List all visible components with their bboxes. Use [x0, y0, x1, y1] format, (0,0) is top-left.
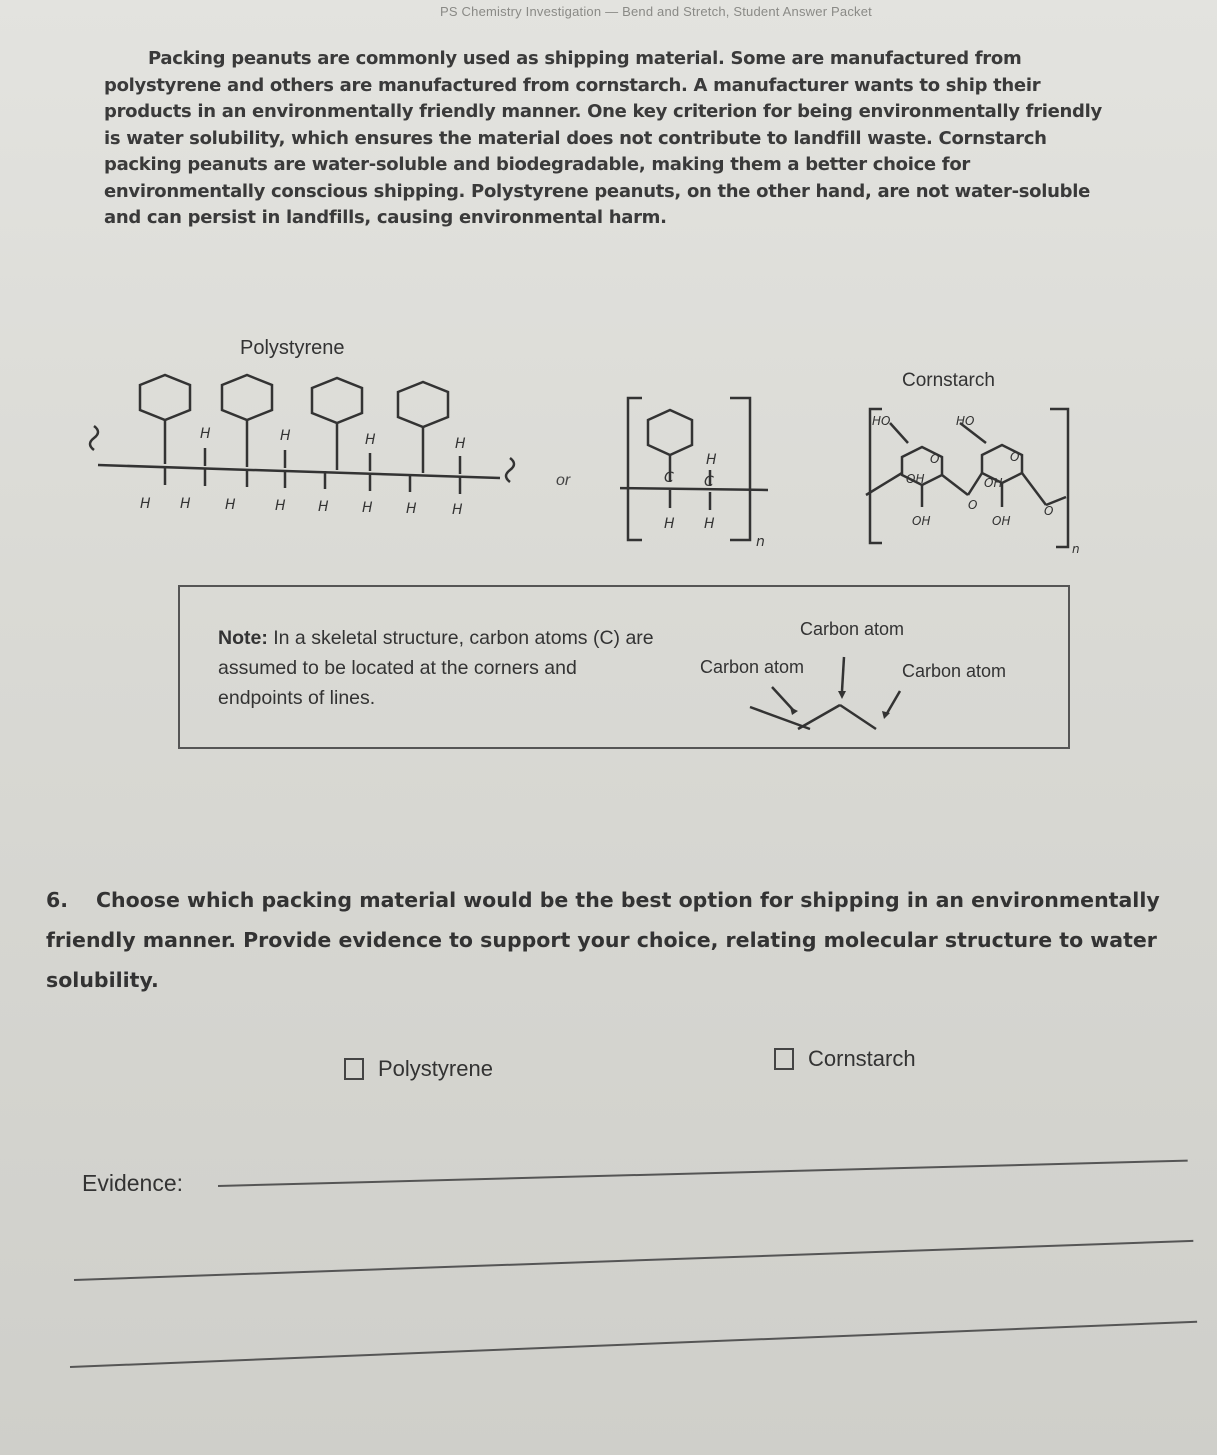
ho-group: HO: [956, 414, 975, 428]
o-atom: O: [1010, 450, 1020, 464]
h-atom: H: [200, 426, 211, 442]
subscript-n: n: [756, 534, 765, 550]
polystyrene-choice-label: Polystyrene: [378, 1056, 493, 1081]
h-atom: H: [225, 497, 236, 513]
answer-line-2[interactable]: [74, 1240, 1193, 1281]
answer-line-1[interactable]: [218, 1160, 1188, 1187]
cornstarch-choice-label: Cornstarch: [808, 1046, 916, 1071]
o-atom: O: [930, 452, 940, 466]
skeletal-example-diagram: [740, 647, 920, 747]
choice-cornstarch[interactable]: [774, 1046, 916, 1072]
h-atom: H: [180, 496, 191, 512]
question-6: [46, 880, 1176, 1000]
h-atom: H: [362, 500, 373, 516]
oh-group: OH: [992, 514, 1011, 528]
h-atom: H: [452, 502, 463, 518]
polystyrene-repeat-unit-diagram: [620, 390, 790, 550]
polystyrene-chain-diagram: [80, 360, 540, 520]
h-atom: H: [280, 428, 291, 444]
o-atom: O: [1044, 504, 1054, 518]
question-number: 6.: [46, 888, 69, 912]
skeletal-structure-note: [178, 585, 1070, 749]
carbon-atom-label-left: Carbon atom: [700, 657, 805, 677]
cornstarch-checkbox[interactable]: [774, 1048, 794, 1070]
oh-group: OH: [912, 514, 931, 528]
h-atom: H: [275, 498, 286, 514]
page-header: PS Chemistry Investigation — Bend and Stretch, Student Answer Packet: [440, 4, 872, 19]
ho-group: HO: [872, 414, 891, 428]
evidence-label: Evidence:: [82, 1170, 184, 1196]
answer-line-3[interactable]: [70, 1321, 1197, 1368]
cornstarch-structure-diagram: [860, 395, 1090, 565]
c-atom: C: [664, 470, 674, 486]
o-atom: O: [968, 498, 978, 512]
h-atom: H: [406, 501, 417, 517]
choice-polystyrene[interactable]: [344, 1056, 493, 1082]
h-atom: H: [455, 436, 466, 452]
h-atom: H: [706, 452, 717, 468]
intro-paragraph: Packing peanuts are commonly used as shipping material. Some are manufactured from polystyrene and others are manufactured from cornstarch. A manufacturer wants to ship their products in an environmentally friendly manner. One key criterion for being environmentally friendly is water solubility, which ensures the material does not contribute to landfill waste. Cornstarch packing peanuts are water-soluble and biodegradable, making them a better choice for environmentally conscious shipping. Polystyrene peanuts, on the other hand, are not water-soluble and can persist in landfills, causing environmental harm.: [104, 48, 1102, 228]
polystyrene-checkbox[interactable]: [344, 1058, 364, 1080]
note-text: [218, 623, 658, 713]
polystyrene-label: Polystyrene: [240, 337, 345, 359]
oh-group: OH: [906, 472, 925, 486]
cornstarch-label: Cornstarch: [902, 370, 995, 391]
h-atom: H: [664, 516, 675, 532]
oh-group: OH: [984, 476, 1003, 490]
carbon-atom-label-top: Carbon atom: [800, 619, 905, 639]
h-atom: H: [704, 516, 715, 532]
h-atom: H: [365, 432, 376, 448]
h-atom: H: [140, 496, 151, 512]
h-atom: H: [318, 499, 329, 515]
note-prefix: Note:: [218, 627, 268, 649]
subscript-n: n: [1072, 542, 1080, 556]
note-body: In a skeletal structure, carbon atoms (C) are assumed to be located at the corners and endpoints of lines.: [218, 627, 654, 709]
or-label: or: [556, 472, 571, 489]
carbon-atom-label-right: Carbon atom: [902, 661, 1007, 681]
c-atom: C: [704, 474, 714, 490]
question-text: Choose which packing material would be the best option for shipping in an environmentally friendly manner. Provide evidence to support your choice, relating molecular structure to water solubility.: [46, 888, 1160, 992]
